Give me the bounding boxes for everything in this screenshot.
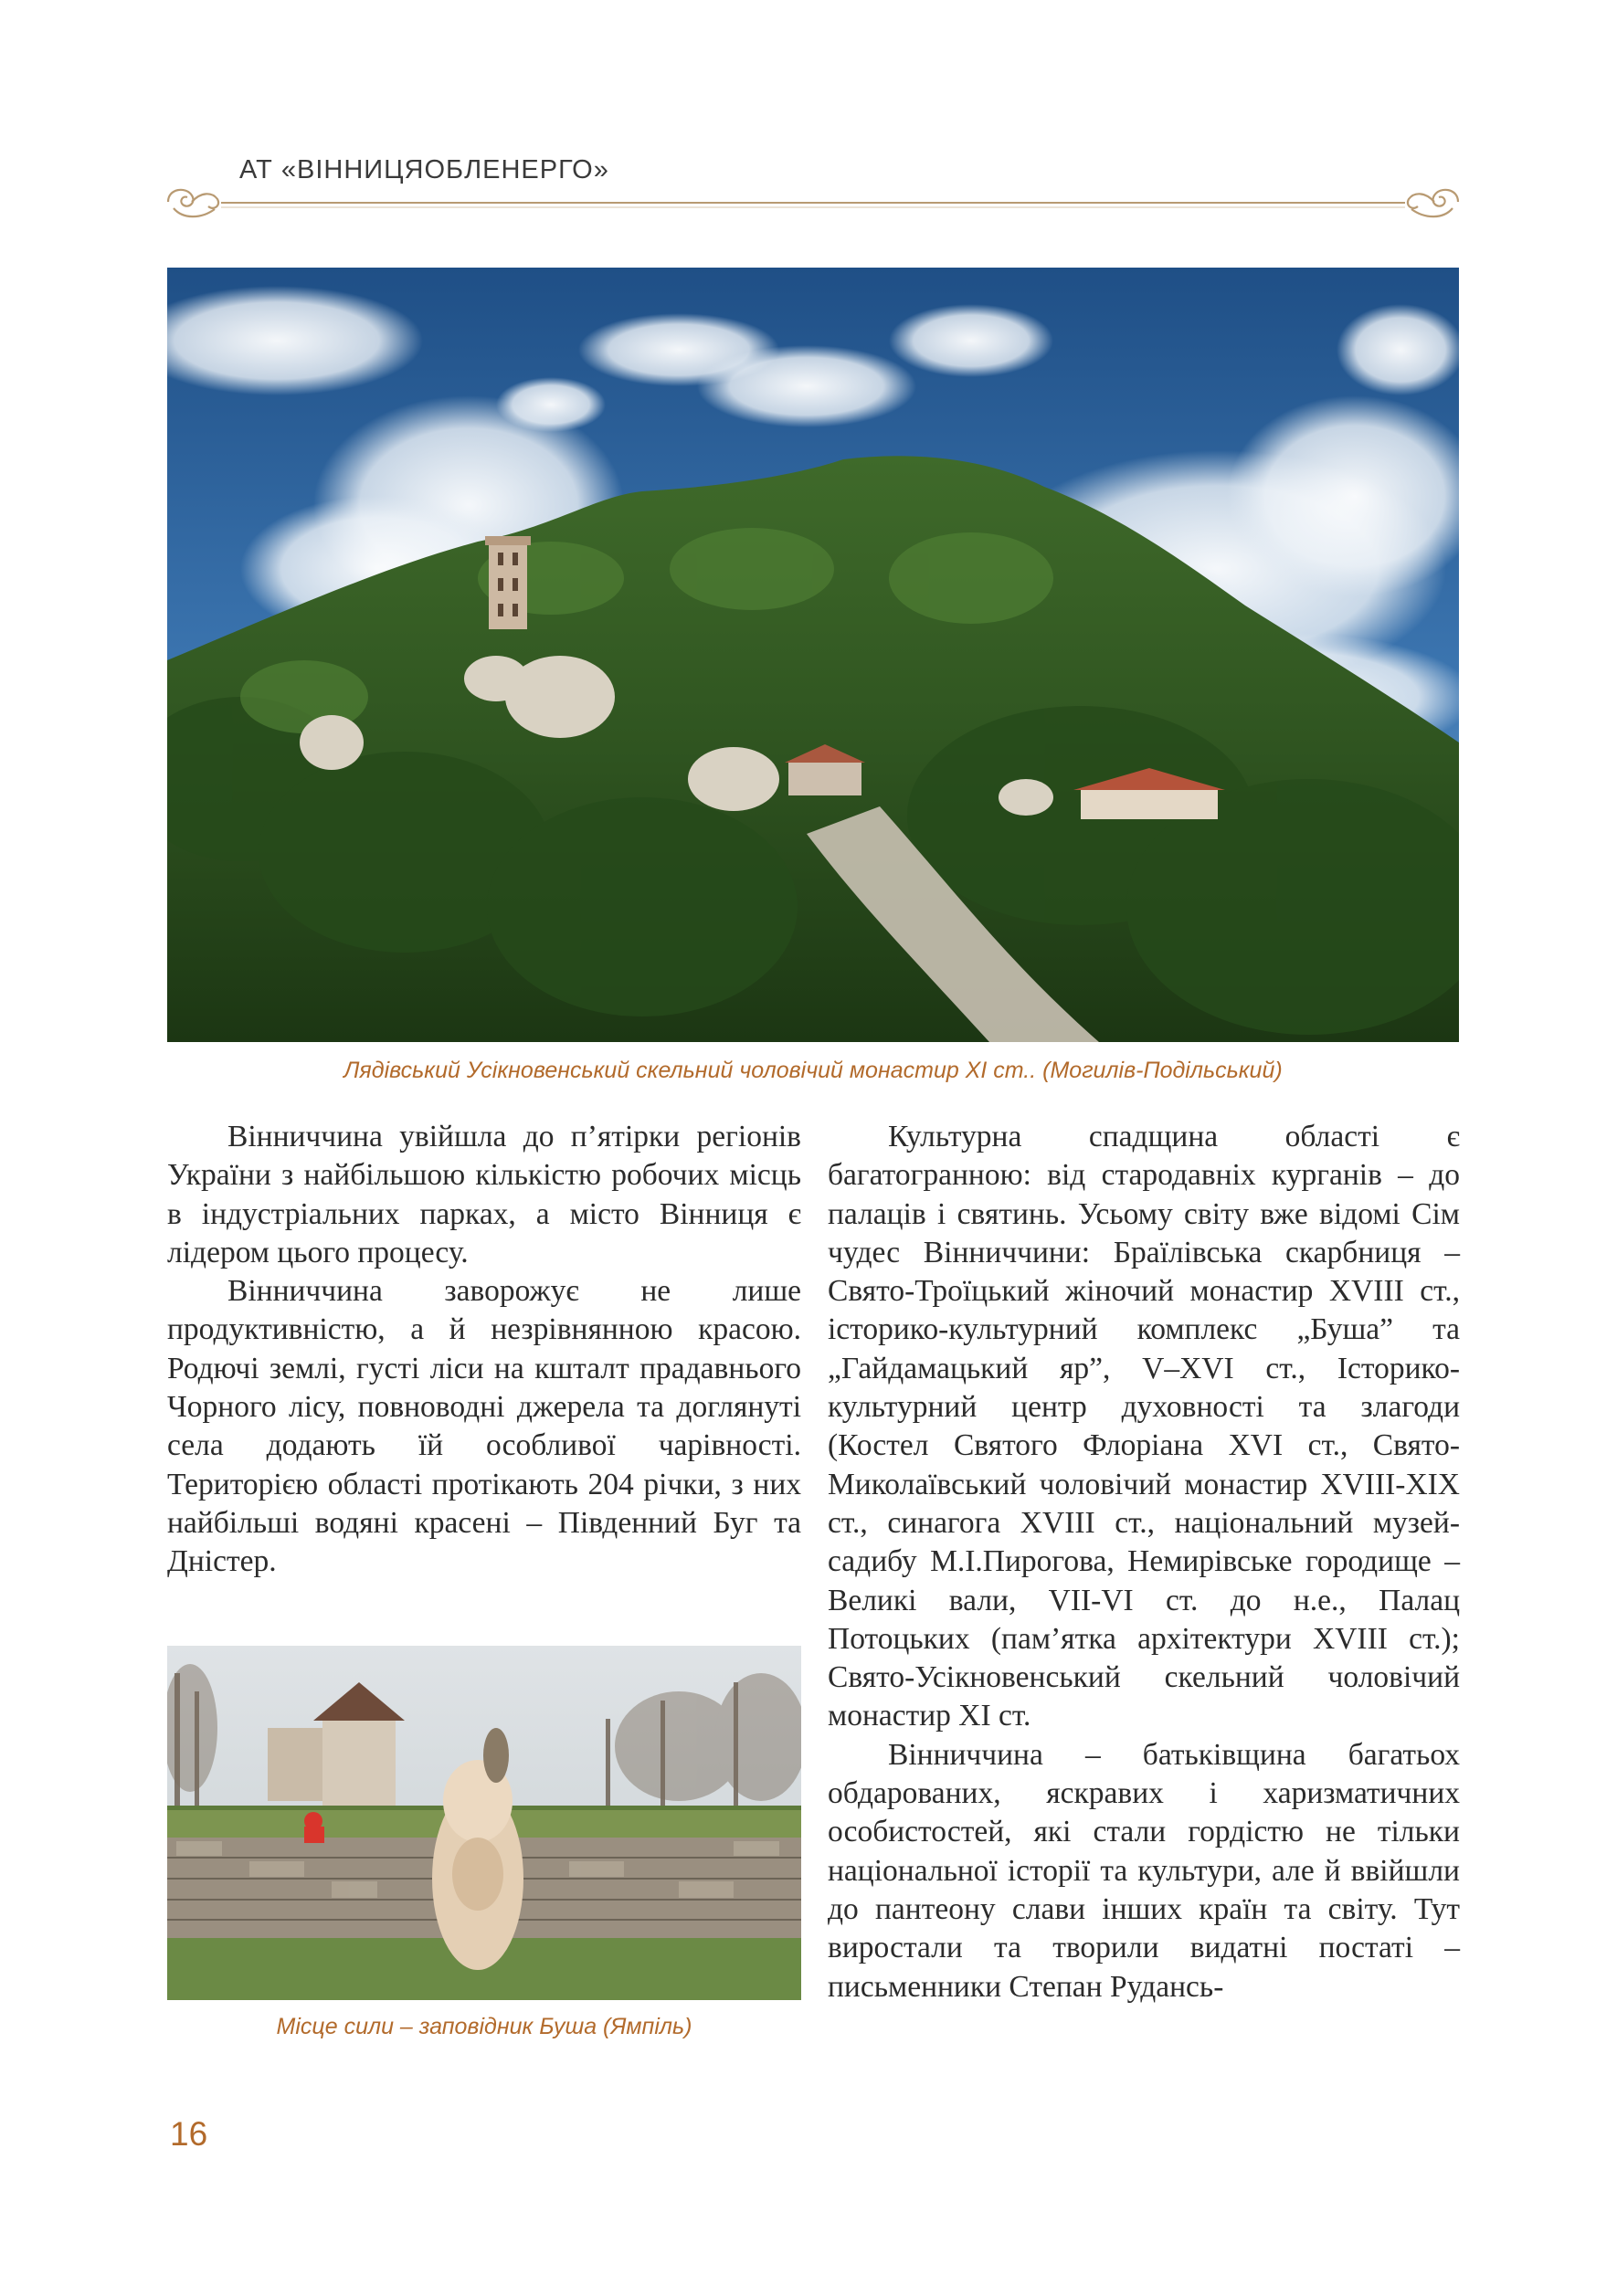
paragraph: Вінниччина – батьківщина багатьох обдарованих, яскравих і харизматичних особистостей, які стали гордістю не тільки національної історії та культури, але й ввійшли до пантеону слави інших країн та світу. Тут виростали та творили видатні постаті – письменники Степан Рудансь- [828,1737,1460,2004]
left-column-text [167,1118,801,1582]
header-ornament-rule [164,179,1462,225]
page-number: 16 [170,2115,208,2153]
header-title: АТ «ВІННИЦЯОБЛЕНЕРГО» [239,155,609,184]
main-photo-monastery [167,268,1459,1042]
small-photo-caption: Місце сили – заповідник Буша (Ямпіль) [276,2014,692,2039]
paragraph: Вінниччина увійшла до п’ятірки регіонів України з найбільшою кількістю робочих місць в індустріальних парках, а місто Вінниця є лідером цього процесу. [167,1120,801,1269]
paragraph: Вінниччина заворожує не лише продуктивністю, а й незрівнянною красою. Родючі землі, густі ліси на кшталт прадавнього Чорного лісу, повноводні джерела та доглянуті села додають їй особливої чарівності. Територією області протікають 204 річки, з них найбільші водяні красені – Південний Буг та Дністер. [167,1274,801,1579]
paragraph: Культурна спадщина області є багатогранною: від стародавніх курганів – до палаців і святинь. Усьому світу вже відомі Сім чудес Вінниччини: Браїлівська скарбниця – Свято-Троїцький жіночий монастир XVIII ст., історико-культурний комплекс „Буша” та „Гайдамацький яр”, V–XVI ст., Історико-культурний центр духовності та злагоди (Костел Святого Флоріана XVI ст., Свято-Миколаївський чоловічий монастир XVIII-XIX ст., синагога XVIII ст., національний музей-садибу М.І.Пирогова, Немирівське городище – Великі вали, VII-VI ст. до н.е., Палац Потоцьких (пам’ятка архітектури XVIII ст.); Свято-Усікновенський скельний чоловічий монастир XI ст. [828,1120,1460,1733]
small-photo-busha [167,1646,801,2000]
main-photo-caption: Лядівський Усікновенський скельний чоловічий монастир XI ст.. (Могилів-Подільський) [343,1058,1283,1083]
right-column-text [828,1118,1460,2006]
